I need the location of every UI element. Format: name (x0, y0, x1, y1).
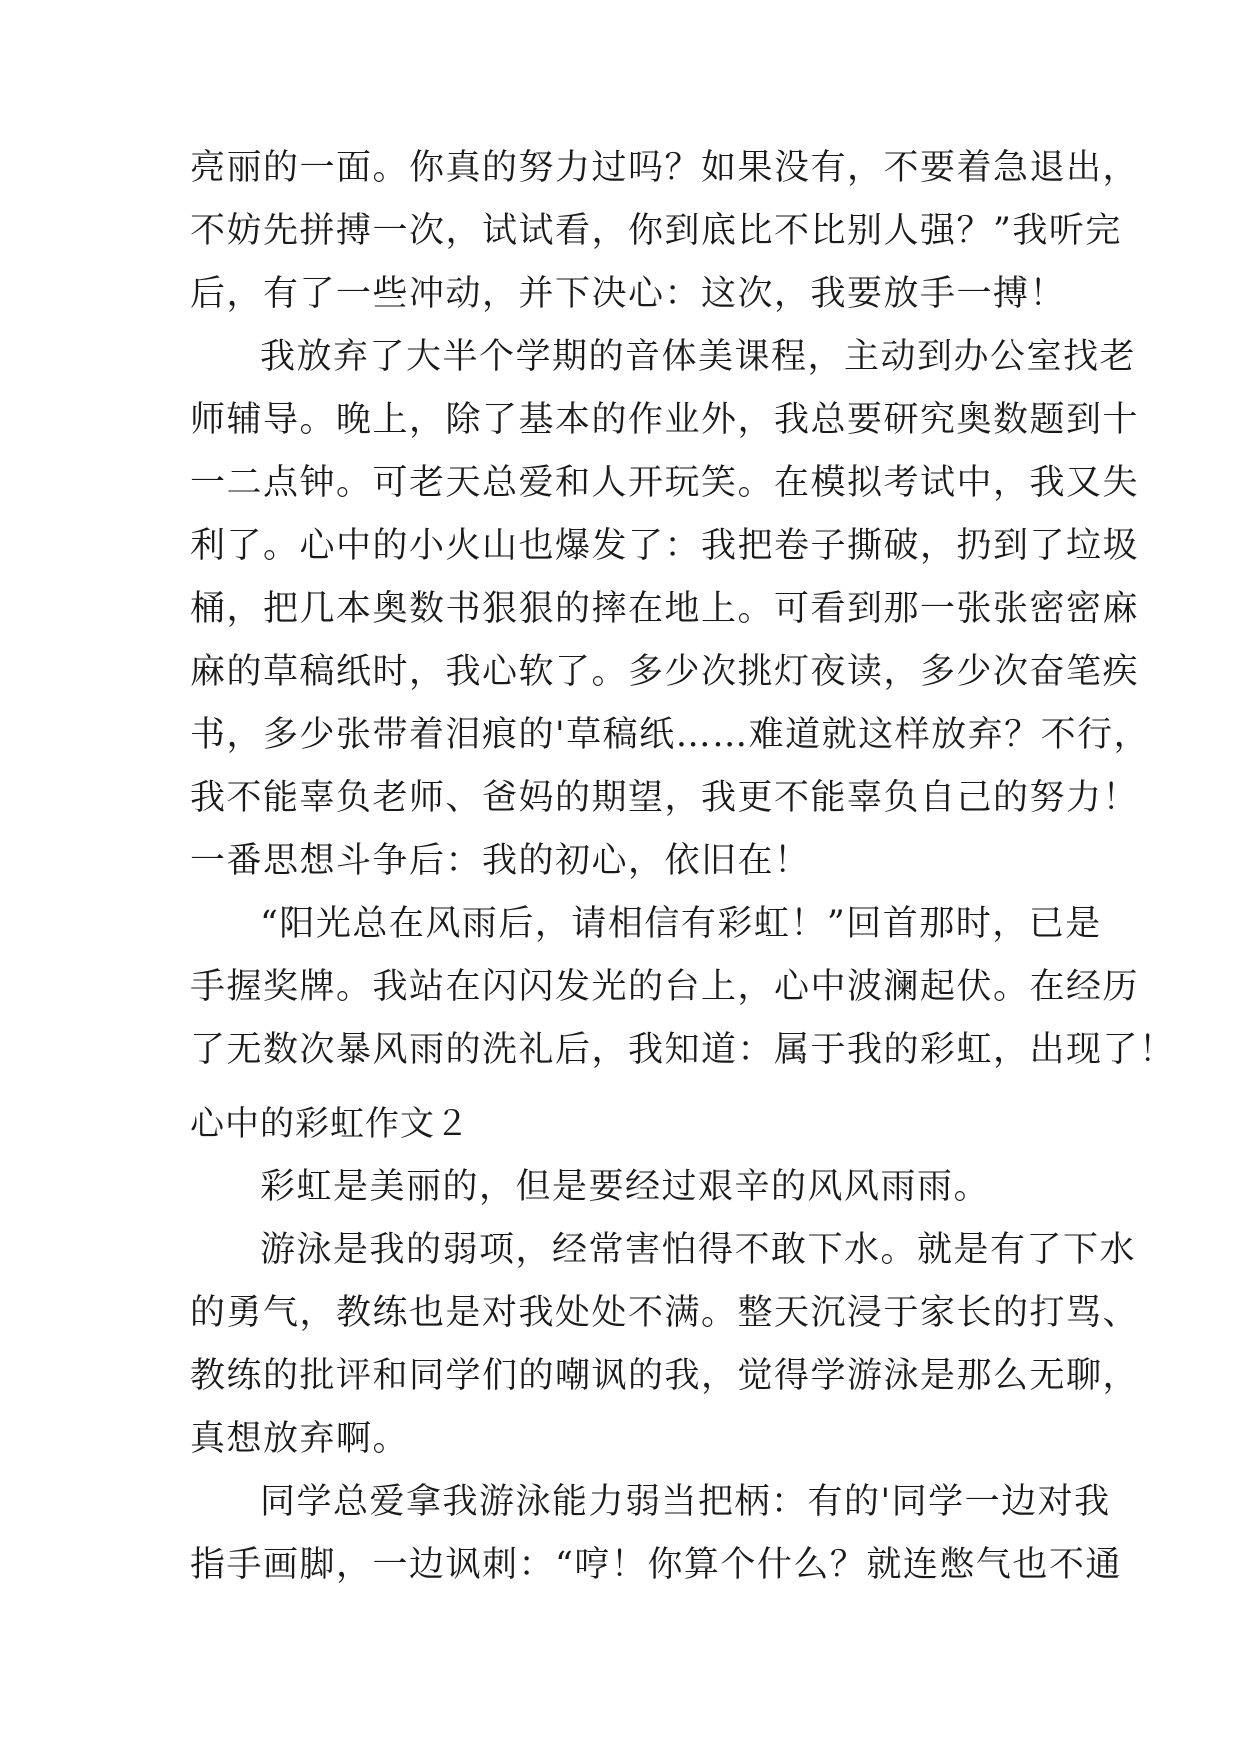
essay-heading: 心中的彩虹作文２ (190, 1104, 470, 1144)
paragraph-line: 游泳是我的弱项，经常害怕得不敢下水。就是有了下水 (260, 1230, 1137, 1270)
paragraph-line: 师辅导。晚上，除了基本的作业外，我总要研究奥数题到十 (190, 400, 1140, 440)
paragraph-line: 手握奖牌。我站在闪闪发光的台上，心中波澜起伏。在经历 (190, 967, 1140, 1007)
paragraph-line: 后，有了一些冲动，并下决心：这次，我要放手一搏！ (190, 274, 1067, 314)
paragraph-line: 麻的草稿纸时，我心软了。多少次挑灯夜读，多少次奋笔疾 (190, 652, 1140, 692)
essay-body-part-2 (190, 1156, 1140, 1597)
paragraph-line: 同学总爱拿我游泳能力弱当把柄：有的'同学一边对我 (260, 1482, 1111, 1522)
paragraph-line: 指手画脚，一边讽刺：“哼！你算个什么？就连憋气也不通 (190, 1545, 1122, 1585)
paragraph-line: 一番思想斗争后：我的初心，依旧在！ (190, 841, 811, 881)
paragraph-line: 一二点钟。可老天总爱和人开玩笑。在模拟考试中，我又失 (190, 463, 1140, 503)
paragraph-line: 不妨先拼搏一次，试试看，你到底比不比别人强？”我听完 (190, 211, 1122, 251)
paragraph-line: 利了。心中的小火山也爆发了：我把卷子撕破，扔到了垃圾 (190, 526, 1140, 566)
paragraph-line: 我放弃了大半个学期的音体美课程，主动到办公室找老 (260, 337, 1137, 377)
paragraph-line: 书，多少张带着泪痕的'草稿纸……难道就这样放弃？不行， (190, 715, 1151, 755)
paragraph-line: 真想放弃啊。 (190, 1419, 410, 1459)
paragraph-line: “阳光总在风雨后，请相信有彩虹！”回首那时，已是 (260, 904, 1102, 944)
paragraph-line: 了无数次暴风雨的洗礼后，我知道：属于我的彩虹，出现了！ (190, 1030, 1176, 1070)
paragraph-line: 桶，把几本奥数书狠狠的摔在地上。可看到那一张张密密麻 (190, 589, 1140, 629)
paragraph-line: 亮丽的一面。你真的努力过吗？如果没有，不要着急退出， (190, 148, 1140, 188)
paragraph-line: 教练的批评和同学们的嘲讽的我，觉得学游泳是那么无聊， (190, 1356, 1140, 1396)
essay-body-part-1 (190, 137, 1176, 1082)
paragraph-line: 彩虹是美丽的，但是要经过艰辛的风风雨雨。 (260, 1167, 991, 1207)
paragraph-line: 我不能辜负老师、爸妈的期望，我更不能辜负自己的努力！ (190, 778, 1140, 818)
paragraph-line: 的勇气，教练也是对我处处不满。整天沉浸于家长的打骂、 (190, 1293, 1140, 1333)
